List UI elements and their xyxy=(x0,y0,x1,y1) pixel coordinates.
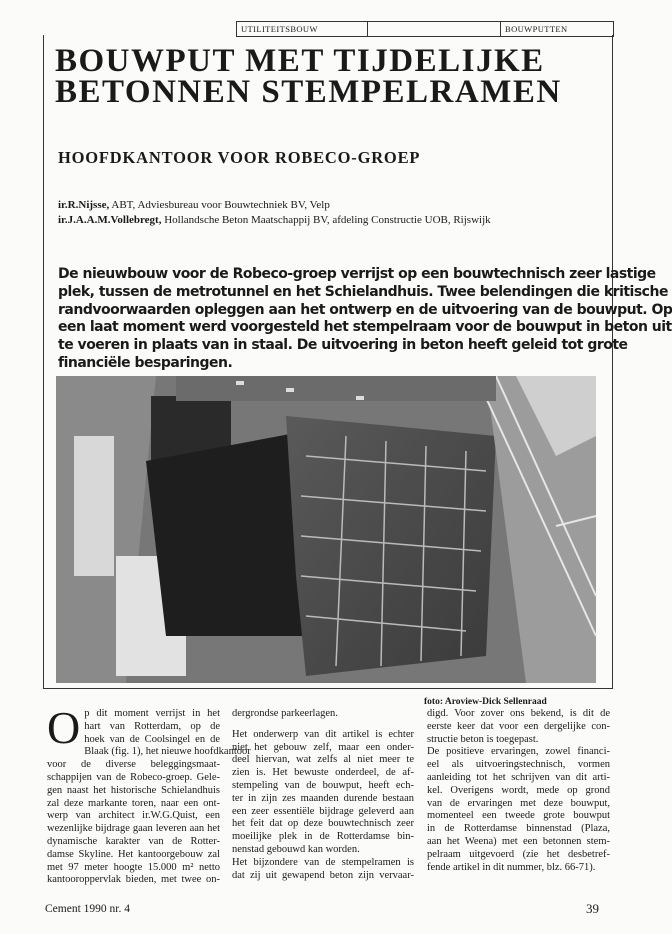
drop-cap: O xyxy=(47,702,81,753)
author-2-name: ir.J.A.A.M.Vollebregt, xyxy=(58,214,162,226)
lead-paragraph xyxy=(58,266,672,373)
body-line: digd. Voor zover ons bekend, is dit de xyxy=(427,708,610,719)
body-line: eerste keer dat voor een dergelijke con- xyxy=(427,720,610,732)
body-line: niet het gebouw zelf, maar een onder- xyxy=(232,741,414,753)
body-column-2 xyxy=(232,708,414,882)
body-line: schappijen van de Robeco-groep. Gele- xyxy=(47,771,220,783)
author-2-affiliation: Hollandsche Beton Maatschappij BV, afdeling Constructie UOB, Rijswijk xyxy=(161,214,491,226)
body-line: eel als uitvoeringstechnisch, vormen xyxy=(427,759,610,771)
body-line: De positieve ervaringen, zowel financi- xyxy=(427,746,610,758)
body-line: momenteel een tweede grote bouwput xyxy=(427,810,610,822)
title-line-2: BETONNEN STEMPELRAMEN xyxy=(55,74,562,110)
article-title xyxy=(55,43,615,110)
author-2 xyxy=(58,213,491,228)
lead-line: een laat moment werd voorgesteld het stempelraam voor de bouwput in beton uit xyxy=(58,319,672,336)
body-line: p dit moment verrijst in het xyxy=(84,708,220,719)
author-1-affiliation: ABT, Adviesbureau voor Bouwtechniek BV, Velp xyxy=(109,199,330,211)
body-line: structie beton is toegepast. xyxy=(427,733,539,745)
author-1 xyxy=(58,198,491,213)
body-line: van de ervaringen met deze bouwput, xyxy=(427,797,610,809)
body-line: het feit dat op deze bouwtechnisch zeer xyxy=(232,818,414,830)
body-line: zal deze markante toren, naar een ont- xyxy=(47,797,220,809)
body-line: hoek van de Coolsingel en de xyxy=(84,733,220,745)
photo-credit: foto: Aroview-Dick Sellenraad xyxy=(424,697,547,707)
body-line: in de Rotterdamse binnenstad (Plaza, xyxy=(427,823,610,835)
body-line: dynamische karakter van de Rotter- xyxy=(47,835,220,847)
body-line: werp van architect ir.W.G.Quist, een xyxy=(47,810,220,822)
aerial-photo xyxy=(56,376,596,683)
lead-line: plek, tussen de metrotunnel en het Schielandhuis. Twee belendingen die kritische xyxy=(58,283,668,300)
section-blank xyxy=(368,22,501,36)
body-line: Het bijzondere van de stempelramen is xyxy=(232,856,414,868)
author-list xyxy=(58,198,491,228)
body-line: damse Skyline. Het kantoorgebouw zal xyxy=(47,848,220,860)
body-line: gen naast het historische Schielandhuis xyxy=(47,784,220,796)
body-line: met 97 meter hoogte 15.000 m² netto xyxy=(47,861,220,873)
section-label: UTILITEITSBOUW xyxy=(237,22,368,36)
lead-line: financiële besparingen. xyxy=(58,354,233,371)
body-line: kel. Overigens wordt, mede op grond xyxy=(427,784,610,796)
body-line: hart van Rotterdam, op de xyxy=(84,720,220,732)
body-line: dergrondse parkeerlagen. xyxy=(232,708,338,719)
body-line: moeilijke plek in de Rotterdamse bin- xyxy=(232,831,414,843)
journal-issue: Cement 1990 nr. 4 xyxy=(45,903,130,915)
body-line: deel hiervan, wat zelfs al niet meer te xyxy=(232,754,414,766)
body-line: stempeling van de bouwput, heeft ech- xyxy=(232,779,414,791)
body-column-1 xyxy=(47,702,251,887)
lead-line: randvoorwaarden opleggen aan het ontwerp en de uitvoering van de bouwput. Op xyxy=(58,301,672,318)
title-line-1: BOUWPUT MET TIJDELIJKE xyxy=(55,43,545,79)
body-line: wezenlijke bijdrage gaan leveren aan het xyxy=(47,823,220,835)
body-line: nenstad gebouwd kan worden. xyxy=(232,843,360,855)
body-line: zien is. Het bewuste onderdeel, de af- xyxy=(232,767,414,779)
body-line: fende artikel in dit nummer, blz. 66-71). xyxy=(427,861,596,873)
topic-label: BOUWPUTTEN xyxy=(505,24,568,34)
body-line: pelraam uitgevoerd (zie het desbetref- xyxy=(427,848,610,860)
body-line: voor de diverse beleggingsmaat- xyxy=(47,759,220,771)
body-line: aan het Weena) met een betonnen stem- xyxy=(427,835,610,847)
body-line: aanleiding tot het schrijven van dit arti- xyxy=(427,771,610,783)
body-line: kantoorоppervlak bieden, met twee on- xyxy=(47,874,220,886)
body-line: een zeer essentiële bijdrage geleverd aan xyxy=(232,805,414,817)
body-line: ter in zijn zes maanden durende bestaan xyxy=(232,792,414,804)
article-subtitle: HOOFDKANTOOR VOOR ROBECO-GROEP xyxy=(58,148,421,167)
lead-line: te voeren in plaats van in staal. De uitvoering in beton heeft geleid tot grote xyxy=(58,337,628,354)
body-line: Het onderwerp van dit artikel is echter xyxy=(232,728,414,740)
page-number: 39 xyxy=(586,901,599,916)
body-line: Blaak (fig. 1), het nieuwe hoofdkantoor xyxy=(84,746,251,758)
lead-line: De nieuwbouw voor de Robeco-groep verrijst op een bouwtechnisch zeer lastige xyxy=(58,266,656,282)
body-column-3 xyxy=(427,708,610,874)
author-1-name: ir.R.Nijsse, xyxy=(58,199,110,211)
body-line: dat zij uit gewapend beton zijn vervaar- xyxy=(232,869,414,881)
